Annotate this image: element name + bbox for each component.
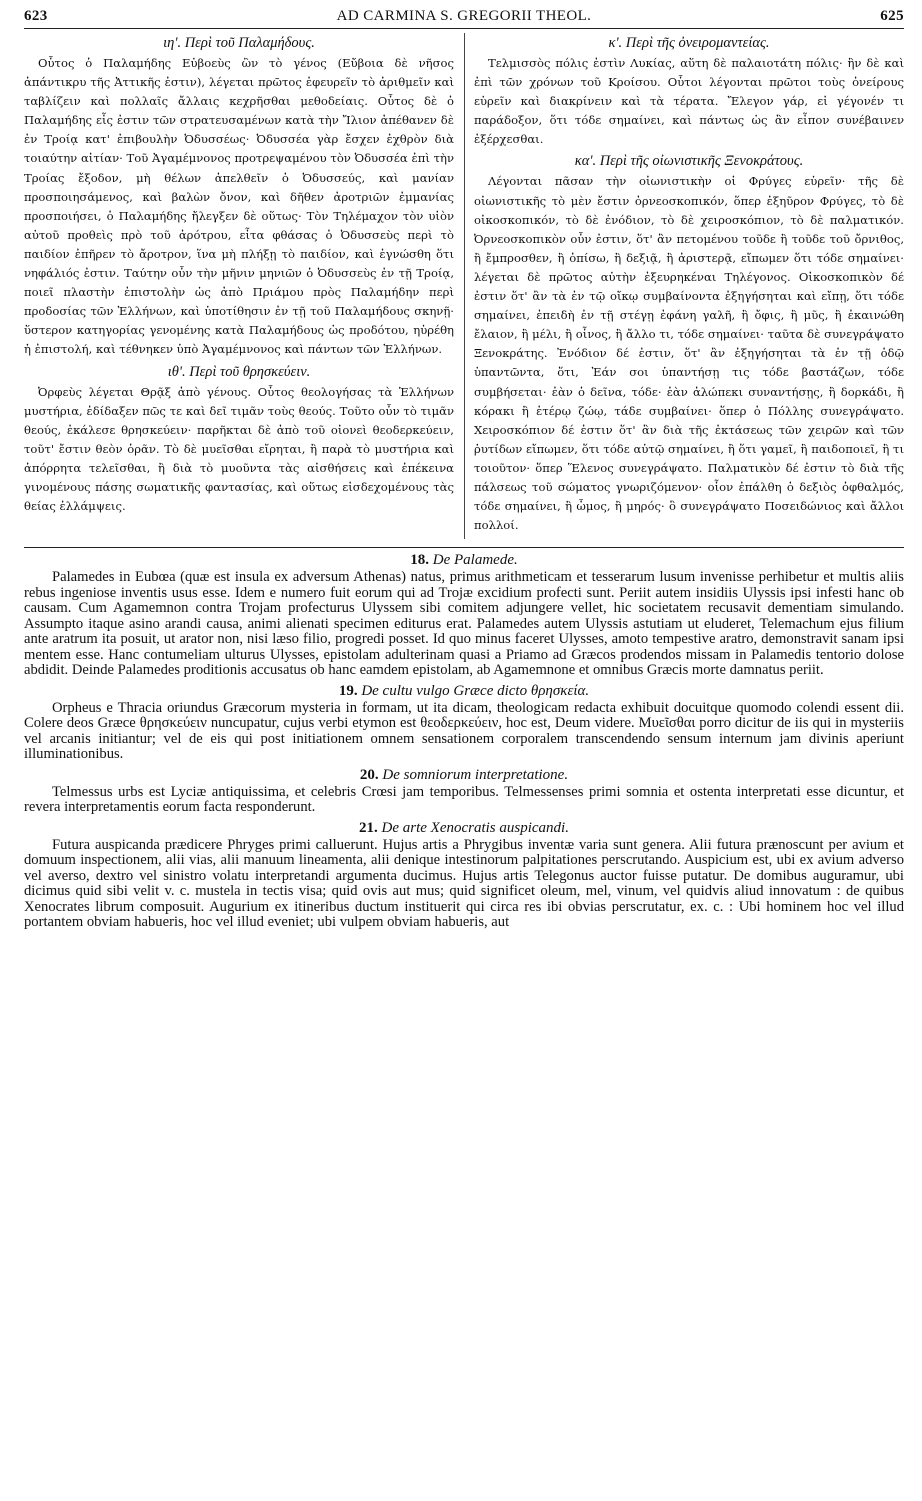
- greek-section-21: [474, 153, 904, 535]
- greek-heading-19: ιθ'. Περὶ τοῦ θρησκεύειν.: [167, 363, 311, 380]
- greek-heading-21: κα'. Περὶ τῆς οἰωνιστικῆς Ξενοκράτους.: [574, 153, 804, 170]
- latin-number-21: 21.: [359, 819, 378, 836]
- latin-heading-19: [24, 683, 904, 700]
- greek-left-column: [24, 33, 454, 539]
- latin-text-21: Futura auspicanda prædicere Phryges primi calluerunt. Hujus artis a Phrygibus inventæ varia sunt genera. Alii futura prænoscunt per avium et domuum inspectionem, alii vias, alii manuum lineamenta, alii denique intestinorum palpitationes perscrutando. Auspicium est, ubi ex avium adverso vel averso, dextro vel sinistro volatu interpretandi argumenta ducimus. Hujus artis Telegonus auctor fuisse putatur. De domibus auguramur, ubi dicimus quid sibi velit v. c. mustela in tectis visa; quid ovis aut mus; quid significet oleum, mel, vinum, vel quidvis aliud innovatum : de quibus Xenocrates librum composuit. Augurium ex itineribus ductum instituerit qui circa res ibi obvias perscrutatur, ex. c. : Ubi hominem hoc vel illud portantem obviam habueris, hoc vel illud eveniet; ubi vulpem obviam habueris, aut: [24, 836, 904, 931]
- latin-section-19: [24, 683, 904, 763]
- latin-number-20: 20.: [359, 766, 379, 783]
- latin-section-18: [24, 552, 904, 679]
- greek-columns: [24, 33, 904, 539]
- greek-text-20: Τελμισσὸς πόλις ἐστὶν Λυκίας, αὕτη δὲ παλαιοτάτη πόλις· ἣν δὲ καὶ ἐπὶ τῶν χρόνων τοῦ Κροίσου. Οὗτοι λέγονται πρῶτοι τοὺς ὀνείρους εὑρεῖν καὶ διακρίνειν καὶ τὰ τέρατα. Ἔλεγον γάρ, εἰ γέγονέν τι παράδοξον, ὅτι τόδε σημαίνει, καὶ πάντως ὡς ἂν εἶπον συνέβαινεν ἐξέρχεσθαι.: [474, 56, 904, 147]
- greek-text-18: Οὗτος ὁ Παλαμήδης Εὐβοεὺς ὢν τὸ γένος (Εὔβοια δὲ νῆσος ἀπάντικρυ τῆς Ἀττικῆς ἐστιν), λέγεται πρῶτος ἐφευρεῖν τὸ ἀριθμεῖν καὶ ταβλίζειν καὶ πολλαῖς ἄλλαις κεχρῆσθαι μεθοδείαις. Οὗτος δὲ ὁ Παλαμήδης εἷς ἐστιν τῶν στρατευσαμένων κατὰ τὴν Ἴλιον ἀπέθανεν δὲ ἐν Τροίᾳ κατ' ἐπιβουλὴν Ὀδυσσέως· Ὀδυσσέα γὰρ ἔσχεν ἐχθρὸν διὰ τοιαύτην αἰτίαν· Τοῦ Ἀγαμέμνονος προτρεψαμένου τὸν Ὀδυσσέα ἐπὶ τὴν Τροίας ἔξοδον, μὴ θέλων ἀπελθεῖν ὁ Ὀδυσσεύς, καὶ μανίαν προσποιησάμενος, καὶ βαλὼν ὄνον, καὶ δῆθεν ἀροτριῶν ἐμμανίας προσποιήσει, ὁ Παλαμήδης ἤλεγξεν δὲ οὕτως· Τὸν Τηλέμαχον τὸν υἱὸν αὐτοῦ προθεὶς πρὸ τοῦ ἀρότρου, εἶτα φθάσας ὁ Ὀδυσσεὺς περὶ τὸ παιδίον ἐπῆρεν τὸ ἄροτρον, ἵνα μὴ πλήξῃ τὸ παιδίον, καὶ ἐγνώσθη ὅτι νηφάλιός ἐστιν. Ταύτην οὖν τὴν μῆνιν μηνιῶν ὁ Ὀδυσσεὺς ἐν τῇ Τροίᾳ, ποιεῖ πλαστὴν ἐπιστολὴν ὡς ἀπὸ Πριάμου πρὸς Παλαμήδην περὶ προδοσίας τῶν Ἑλλήνων, καὶ ὑποτίθησιν ἐν τῇ τοῦ Παλαμήδους σκηνῇ· ὕστερον κατηγορίας γενομένης κατὰ Παλαμήδους ὡς προδότου, ηὑρέθη ἡ ἐπιστολή, καὶ τέθνηκεν ὑπὸ Ἀγαμέμνονος καὶ πάντων τῶν Ἑλλήνων.: [24, 56, 454, 357]
- latin-heading-20: [24, 767, 904, 784]
- left-page-number: 623: [24, 8, 48, 24]
- latin-text-18: Palamedes in Eubœa (quæ est insula ex adversum Athenas) natus, primus arithmeticam et tesserarum lusum invenisse perhibetur et multis aliis rebus ingeniose inventis usus esse. Idem e numero fuit eorum qui ad Trojæ excidium profecti sunt. Periit autem insidiis Ulyssis ipsi infesti hanc ob causam. Cum Agamemnon contra Trojam profecturus Ulyssem sibi comitem adjungere vellet, hic societatem recusavit dementiam simulando. Assumpto itaque asino arandi causa, animi alienati specimen editurus erat. Palamedes autem Ulyssis astutiam ut eluderet, Telemachum ejus filium ante aratrum ita posuit, ut arator non, nisi læso filio, progredi posset. Id quo minus faceret Ulysses, amoto tempestive aratro, demonstravit sanam ipsi mentem esse. Hanc contumeliam ulturus Ulysses, epistolam adulterinam quasi a Priamo ad Græcos prodendos missam in Palamedis tentorio dolose abdidit. Deinde Palamedes proditionis accusatus ob hanc eamdem epistolam, ab Agamemnone et omnibus Græcis morte damnatus periit.: [24, 569, 904, 679]
- latin-title-20: De somniorum interpretatione.: [382, 766, 569, 783]
- running-head: [24, 8, 904, 29]
- greek-section-18: [24, 35, 454, 360]
- latin-heading-18: [24, 552, 904, 569]
- greek-text-19: Ὀρφεὺς λέγεται Θρᾷξ ἀπὸ γένους. Οὗτος θεολογήσας τὰ Ἑλλήνων μυστήρια, ἐδίδαξεν πῶς τε καὶ δεῖ τιμᾶν τοὺς θεούς. Τοῦτο οὖν τὸ τιμᾶν θεούς, ἐκάλεσε θρησκεύειν· παρῆκται δὲ ἀπὸ τοῦ οἱονεὶ θεοδερκεύειν, τοῦτ' ἔστιν θεὸν ὁρᾶν. Τὸ δὲ μυεῖσθαι εἴρηται, ἢ παρὰ τὸ μυστήρια καὶ ἀπόρρητα τελεῖσθαι, ἢ διὰ τὸ μυοῦντα τὰς αἰσθήσεις καὶ ἐπέκεινα γινομένους πάσης σωματικῆς φαντασίας, καὶ οὕτως εἰσδεχομένους τὰς θείας ἐλλάμψεις.: [24, 384, 454, 514]
- latin-title-21: De arte Xenocratis auspicandi.: [381, 819, 569, 836]
- latin-title-19: De cultu vulgo Græce dicto θρησκεία.: [361, 682, 590, 699]
- section-rule: [24, 547, 904, 548]
- latin-number-19: 19.: [338, 682, 358, 699]
- latin-translation: [24, 552, 904, 931]
- right-page-number: 625: [880, 8, 904, 24]
- latin-section-21: [24, 820, 904, 931]
- latin-heading-21: [24, 820, 904, 837]
- greek-text-21: Λέγονται πᾶσαν τὴν οἰωνιστικὴν οἱ Φρύγες εὑρεῖν· τῆς δὲ οἰωνιστικῆς τὸ μὲν ἔστιν ὀρνεοσκοπικόν, ὅπερ ἐξηῦρον Φρύγες, τὸ δὲ οἰκοσκοπικόν, τὸ δὲ ἐνόδιον, τὸ δὲ χειροσκόπιον, τὸ δὲ παλματικόν. Ὀρνεοσκοπικὸν οὖν ἐστιν, ὅτ' ἂν πετομένου τοῦδε ἢ τοῦδε τοῦ ὄρνιθος, ἢ ἔμπροσθεν, ἢ ὀπίσω, ἢ δεξιᾷ, ἢ ἀριστερᾷ, εἴπωμεν ὅτι τόδε σημαίνει· λέγεται δὲ πρῶτος αὐτὴν ἐξευρηκέναι Τηλέγονος. Οἰκοσκοπικὸν δέ ἐστιν ὅτ' ἂν τὰ ἐν τῷ οἴκῳ συμβαίνοντα ἐξηγήσηται καὶ εἴπῃ, ὅτι τόδε σημαίνει, ἐπειδὴ ἐν τῇ στέγῃ ἐφάνη γαλῆ, ἢ ὄφις, ἢ μῦς, ἢ ἐκαινώθη ἔλαιον, ἢ μέλι, ἢ οἶνος, ἢ ἄλλο τι, τόδε σημαίνει· ταῦτα δὲ συνεγράψατο Ξενοκράτης. Ἐνόδιον δέ ἐστιν, ὅτ' ἂν ἐξηγήσηται τὰ ἐν τῇ ὁδῷ ὑπαντῶντα, ὅτι, Ἐάν σοι ὑπαντήσῃ τις τόδε βαστάζων, τόδε συμβήσεται· ἐὰν ὁ δεῖνα, τόδε· ἐὰν ἀλώπεκι συναντήσῃς, ἢ δορκάδι, ἢ κόρακι ἢ ἑτέρῳ ζώῳ, τάδε συμβαίνει· ὅπερ ὁ Πόλλης συνεγράψατο. Χειροσκόπιον δέ ἐστιν ὅτ' ἂν διὰ τῆς ἐκτάσεως τῶν χειρῶν καὶ τῶν ῥυτίδων εἴπωμεν, ὅτι τόδε αὐτῷ σημαίνει, ἢ ὅτι γαμεῖ, ἢ παιδοποιεῖ, ἢ τι τοιοῦτον· ὅπερ Ἕλενος συνεγράψατο. Παλματικὸν δέ ἐστιν τὸ διὰ τῆς πάλσεως τοῦ σώματος γνωριζόμενον· οἷον ἐπάλθη ὁ δεξιὸς ὀφθαλμός, τόδε σημαίνει, ἢ ὦμος, ἢ μηρός· ὃ συνεγράψατο Ποσειδώνιος καὶ ἄλλοι πολλοί.: [474, 174, 904, 533]
- latin-number-18: 18.: [410, 552, 430, 569]
- greek-right-column: [474, 33, 904, 539]
- latin-title-18: De Palamede.: [432, 552, 518, 569]
- greek-heading-20: κ'. Περὶ τῆς ὀνειρομαντείας.: [608, 35, 770, 51]
- greek-section-19: [24, 364, 454, 517]
- running-title: AD CARMINA S. GREGORII THEOL.: [336, 8, 592, 24]
- latin-section-20: [24, 767, 904, 816]
- greek-heading-18: ιη'. Περὶ τοῦ Παλαμήδους.: [163, 35, 315, 51]
- column-divider: [464, 33, 465, 539]
- latin-text-19: Orpheus e Thracia oriundus Græcorum mysteria in formam, ut ita dicam, theologicam redacta exhibuit docuitque quomodo colendi essent dii. Colere deos Græce θρησκεύειν nuncupatur, cujus verbi etymon est θεοδερκεύειν, hoc est, Deum videre. Μυεῖσθαι porro dicitur de iis qui in mysteriis vel arcanis initiantur; vel de eis qui post initiationem omnem sensationem corporalem transcendendo sensum internum jam divinis aperiunt illuminationibus.: [24, 699, 904, 763]
- greek-section-20: [474, 35, 904, 149]
- page: [24, 8, 904, 933]
- latin-text-20: Telmessus urbs est Lyciæ antiquissima, et celebris Crœsi jam temporibus. Telmessenses primi somnia et ostenta interpretati esse dicuntur, et revera interpretamentis eorum facta responderunt.: [24, 783, 904, 816]
